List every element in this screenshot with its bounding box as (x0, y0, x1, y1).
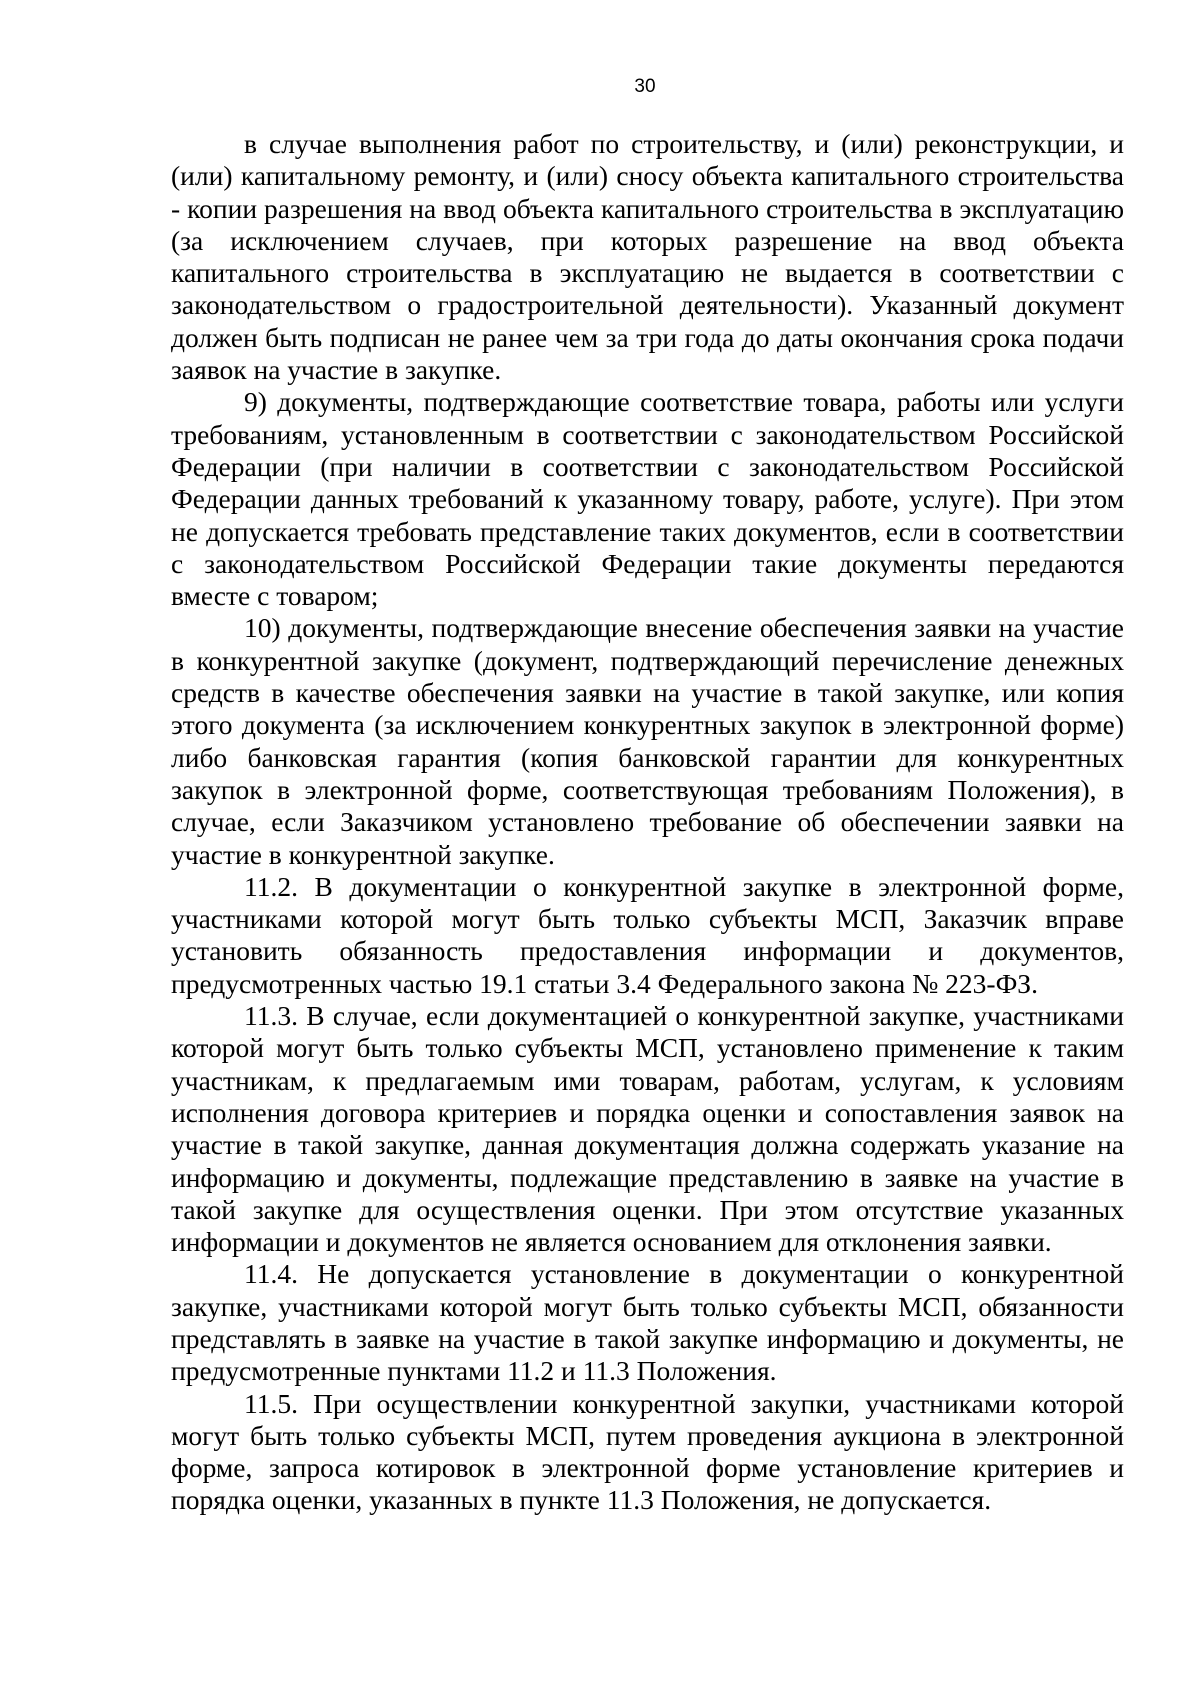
paragraph-11-5: 11.5. При осуществлении конкурентной закупки, участниками которой могут быть только субъекты МСП, путем проведения аукциона в электронной форме, запроса котировок в электронной форме установление критериев и порядка оценки, указанных в пункте 11.3 Положения, не допускается. (171, 1387, 1124, 1516)
paragraph-item-10: 10) документы, подтверждающие внесение обеспечения заявки на участие в конкурентной закупке (документ, подтверждающий перечисление денежных средств в качестве обеспечения заявки на участие в такой закупке, или копия этого документа (за исключением конкурентных закупок в электронной форме) либо банковская гарантия (копия банковской гарантии для конкурентных закупок в электронной форме, соответствующая требованиям Положения), в случае, если Заказчиком установлено требование об обеспечении заявки на участие в конкурентной закупке. (171, 612, 1124, 870)
paragraph-continuation: в случае выполнения работ по строительству, и (или) реконструкции, и (или) капитальному ремонту, и (или) сносу объекта капитального строительства - копии разрешения на ввод объекта капитального строительства в эксплуатацию (за исключением случаев, при которых разрешение на ввод объекта капитального строительства в эксплуатацию не выдается в соответствии с законодательством о градостроительной деятельности). Указанный документ должен быть подписан не ранее чем за три года до даты окончания срока подачи заявок на участие в закупке. (171, 128, 1124, 386)
paragraph-11-4: 11.4. Не допускается установление в документации о конкурентной закупке, участниками которой могут быть только субъекты МСП, обязанности представлять в заявке на участие в такой закупке информацию и документы, не предусмотренные пунктами 11.2 и 11.3 Положения. (171, 1258, 1124, 1387)
page-number: 30 (634, 76, 656, 97)
document-body (171, 128, 1124, 1517)
paragraph-11-2: 11.2. В документации о конкурентной закупке в электронной форме, участниками которой могут быть только субъекты МСП, Заказчик вправе установить обязанность предоставления информации и документов, предусмотренных частью 19.1 статьи 3.4 Федерального закона № 223-ФЗ. (171, 870, 1124, 999)
paragraph-11-3: 11.3. В случае, если документацией о конкурентной закупке, участниками которой могут быть только субъекты МСП, установлено применение к таким участникам, к предлагаемым ими товарам, работам, услугам, к условиям исполнения договора критериев и порядка оценки и сопоставления заявок на участие в такой закупке, данная документация должна содержать указание на информацию и документы, подлежащие представлению в заявке на участие в такой закупке для осуществления оценки. При этом отсутствие указанных информации и документов не является основанием для отклонения заявки. (171, 1000, 1124, 1258)
paragraph-item-9: 9) документы, подтверждающие соответствие товара, работы или услуги требованиям, установленным в соответствии с законодательством Российской Федерации (при наличии в соответствии с законодательством Российской Федерации данных требований к указанному товару, работе, услуге). При этом не допускается требовать представление таких документов, если в соответствии с законодательством Российской Федерации такие документы передаются вместе с товаром; (171, 386, 1124, 612)
